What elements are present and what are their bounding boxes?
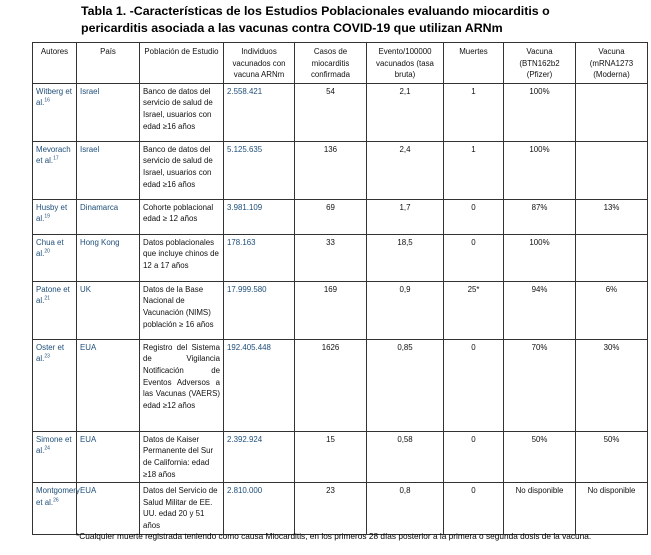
cell-pais: Dinamarca <box>77 199 140 234</box>
header-individuos: Individuos vacunados con vacuna ARNm <box>224 43 295 84</box>
cell-poblacion: Banco de datos del servicio de salud de Israel, usuarios con edad ≥16 años <box>140 83 224 141</box>
cell-autor: Montgomery et al.$^{26}$ <box>33 483 77 534</box>
cell-moderna <box>576 83 648 141</box>
cell-pfizer: 87% <box>504 199 576 234</box>
header-row <box>33 43 648 84</box>
header-pais: País <box>77 43 140 84</box>
cell-muertes: 1 <box>444 141 504 199</box>
cell-autor: Simone et al.$^{24}$ <box>33 431 77 482</box>
cell-autor: Husby et al.$^{19}$ <box>33 199 77 234</box>
cell-evento: 2,4 <box>367 141 444 199</box>
cell-pfizer: No disponible <box>504 483 576 534</box>
cell-pfizer: 70% <box>504 339 576 431</box>
cell-individuos: 17.999.580 <box>224 281 295 339</box>
cell-poblacion: Datos de Kaiser Permanente del Sur de California: edad ≥18 años <box>140 431 224 482</box>
studies-table <box>32 42 648 535</box>
table-row <box>33 141 648 199</box>
cell-evento: 2,1 <box>367 83 444 141</box>
cell-autor: Patone et al.$^{21}$ <box>33 281 77 339</box>
cell-muertes: 0 <box>444 234 504 281</box>
cell-muertes: 0 <box>444 431 504 482</box>
table-row <box>33 483 648 534</box>
cell-individuos: 2.810.000 <box>224 483 295 534</box>
cell-casos: 136 <box>295 141 367 199</box>
cell-moderna: 6% <box>576 281 648 339</box>
table-row <box>33 281 648 339</box>
cell-individuos: 3.981.109 <box>224 199 295 234</box>
cell-autor: Witberg et al.$^{16}$ <box>33 83 77 141</box>
cell-poblacion: Cohorte poblacional edad ≥ 12 años <box>140 199 224 234</box>
table-row <box>33 199 648 234</box>
cell-evento: 0,8 <box>367 483 444 534</box>
cell-autor: Oster et al.$^{23}$ <box>33 339 77 431</box>
cell-evento: 1,7 <box>367 199 444 234</box>
cell-muertes: 25* <box>444 281 504 339</box>
cell-casos: 15 <box>295 431 367 482</box>
cell-pais: EUA <box>77 339 140 431</box>
cell-pfizer: 100% <box>504 83 576 141</box>
cell-pais: EUA <box>77 483 140 534</box>
cell-moderna: 50% <box>576 431 648 482</box>
cell-pfizer: 100% <box>504 141 576 199</box>
cell-pais: Israel <box>77 83 140 141</box>
cell-pfizer: 94% <box>504 281 576 339</box>
cell-casos: 23 <box>295 483 367 534</box>
header-poblacion: Población de Estudio <box>140 43 224 84</box>
cell-autor: Mevorach et al.$^{17}$ <box>33 141 77 199</box>
table-row <box>33 83 648 141</box>
table-row <box>33 339 648 431</box>
cell-individuos: 2.558.421 <box>224 83 295 141</box>
cell-casos: 69 <box>295 199 367 234</box>
cell-moderna: No disponible <box>576 483 648 534</box>
cell-moderna: 30% <box>576 339 648 431</box>
cell-pais: EUA <box>77 431 140 482</box>
cell-moderna <box>576 234 648 281</box>
table-row <box>33 234 648 281</box>
cell-evento: 18,5 <box>367 234 444 281</box>
cell-evento: 0,58 <box>367 431 444 482</box>
table-row <box>33 431 648 482</box>
cell-casos: 169 <box>295 281 367 339</box>
cell-autor: Chua et al.$^{20}$ <box>33 234 77 281</box>
cell-evento: 0,85 <box>367 339 444 431</box>
cell-muertes: 1 <box>444 83 504 141</box>
cell-muertes: 0 <box>444 483 504 534</box>
cell-moderna: 13% <box>576 199 648 234</box>
header-muertes: Muertes <box>444 43 504 84</box>
header-moderna: Vacuna (mRNA1273 (Moderna) <box>576 43 648 84</box>
cell-individuos: 5.125.635 <box>224 141 295 199</box>
cell-pfizer: 100% <box>504 234 576 281</box>
cell-poblacion: Datos del Servicio de Salud Militar de EE. UU. edad 20 y 51 años <box>140 483 224 534</box>
cell-pais: Hong Kong <box>77 234 140 281</box>
cell-moderna <box>576 141 648 199</box>
cell-muertes: 0 <box>444 339 504 431</box>
cell-casos: 1626 <box>295 339 367 431</box>
header-evento: Evento/100000 vacunados (tasa bruta) <box>367 43 444 84</box>
cell-pais: UK <box>77 281 140 339</box>
cell-individuos: 192.405.448 <box>224 339 295 431</box>
cell-poblacion: Banco de datos del servicio de salud de Israel, usuarios con edad ≥16 años <box>140 141 224 199</box>
cell-pfizer: 50% <box>504 431 576 482</box>
cell-poblacion: Registro del Sistema de Vigilancia Notificación de Eventos Adversos a las Vacunas (VAERS) edad ≥12 años <box>140 339 224 431</box>
cell-evento: 0,9 <box>367 281 444 339</box>
cell-individuos: 2.392.924 <box>224 431 295 482</box>
table-title: Tabla 1. -Características de los Estudios Poblacionales evaluando miocarditis o pericarditis asociada a las vacunas contra COVID-19 que utilizan ARNm <box>81 4 550 35</box>
cell-poblacion: Datos poblacionales que incluye chinos de 12 a 17 años <box>140 234 224 281</box>
header-autores: Autores <box>33 43 77 84</box>
header-casos: Casos de miocarditis confirmada <box>295 43 367 84</box>
footnote: *Cualquier muerte registrada teniendo como causa Miocarditis, en los primeros 28 días posterior a la primera o segunda dosis de la vacuna. <box>76 531 592 541</box>
cell-casos: 54 <box>295 83 367 141</box>
cell-individuos: 178.163 <box>224 234 295 281</box>
cell-muertes: 0 <box>444 199 504 234</box>
header-pfizer: Vacuna (BTN162b2 (Pfizer) <box>504 43 576 84</box>
cell-casos: 33 <box>295 234 367 281</box>
cell-pais: Israel <box>77 141 140 199</box>
cell-poblacion: Datos de la Base Nacional de Vacunación (NIMS) población ≥ 16 años <box>140 281 224 339</box>
